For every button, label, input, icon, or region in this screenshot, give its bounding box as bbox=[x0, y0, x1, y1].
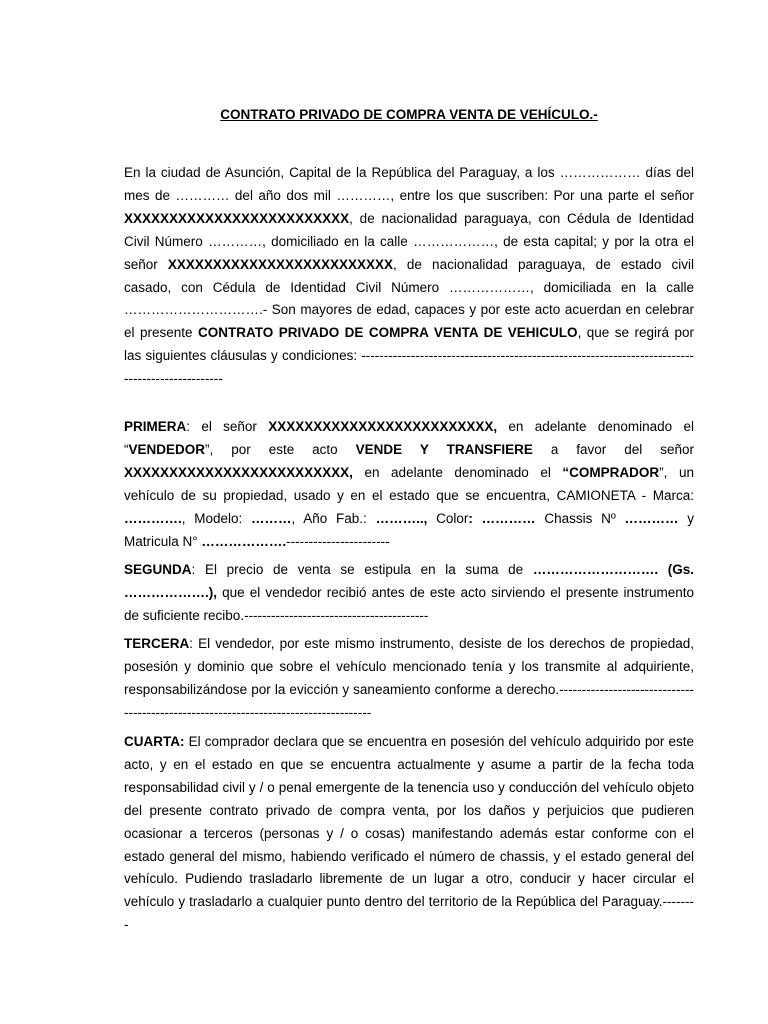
modelo-blank: ……… bbox=[251, 510, 292, 526]
primera-text-1: : el señor bbox=[186, 419, 269, 434]
color-blank: : ………… bbox=[468, 510, 536, 526]
seller-name: XXXXXXXXXXXXXXXXXXXXXXXXX bbox=[124, 210, 350, 226]
intro-text-1: En la ciudad de Asunción, Capital de la República del Paraguay, a los ……………… días del mes de ………… del año dos mil …………, entre los que suscriben: Por una parte el señor bbox=[124, 165, 694, 203]
primera-text-6: ”, un vehículo de su propiedad, usado y en el estado que se encuentra, CAMIONETA - Marca: bbox=[124, 464, 694, 503]
primera-text-12: ----------------------- bbox=[286, 533, 390, 549]
price-blank: ………………………. (Gs. ……………….), bbox=[124, 562, 694, 600]
clause-label-tercera: TERCERA bbox=[124, 636, 190, 651]
intro-text-3: , de nacionalidad paraguaya, de estado civil casado, con Cédula de Identidad Civil Número ………………, domiciliada en la calle ………………………….- Son mayores de edad, capaces y por este acto acuerdan en celebrar el presente bbox=[124, 256, 694, 341]
buyer-name: XXXXXXXXXXXXXXXXXXXXXXXXX bbox=[167, 256, 394, 272]
primera-text-8: , Año Fab.: bbox=[291, 510, 376, 526]
primera-text-7: , Modelo: bbox=[181, 510, 252, 526]
primera-buyer-name: XXXXXXXXXXXXXXXXXXXXXXXXX, bbox=[124, 464, 353, 480]
vende-term: VENDE Y TRANSFIERE bbox=[355, 441, 533, 457]
document-title: CONTRATO PRIVADO DE COMPRA VENTA DE VEHÍCULO.- bbox=[220, 107, 598, 122]
clause-primera bbox=[124, 416, 694, 553]
marca-blank: …………. bbox=[124, 510, 182, 526]
clause-label-segunda: SEGUNDA bbox=[124, 562, 192, 577]
primera-text-11: y Matricula N° bbox=[124, 510, 695, 549]
primera-text-3: ”, por este acto bbox=[205, 441, 356, 457]
clause-tercera bbox=[124, 633, 694, 725]
primera-text-4: a favor del señor bbox=[532, 441, 694, 457]
intro-text-4: , que se regirá por las siguientes cláusulas y condiciones: ------------------------------------------------------------------------------------------------ bbox=[124, 325, 694, 387]
contract-name: CONTRATO PRIVADO DE COMPRA VENTA DE VEHICULO bbox=[197, 325, 578, 341]
anio-blank: ……….., bbox=[375, 510, 428, 526]
vendedor-term: VENDEDOR bbox=[128, 441, 206, 457]
intro-paragraph bbox=[124, 162, 694, 391]
primera-text-2: en adelante denominado el “ bbox=[124, 419, 694, 457]
intro-text-2: , de nacionalidad paraguaya, con Cédula de Identidad Civil Número …………, domiciliado en la calle ………………, de esta capital; y por la otra el señor bbox=[124, 210, 694, 272]
comprador-term: “COMPRADOR bbox=[562, 464, 660, 480]
matricula-blank: ………………. bbox=[201, 533, 287, 549]
clause-label-cuarta: CUARTA: bbox=[124, 734, 185, 749]
clause-label-primera: PRIMERA bbox=[124, 419, 187, 434]
clause-cuarta bbox=[124, 731, 694, 937]
segunda-text-2: que el vendedor recibió antes de este acto sirviendo el presente instrumento de suficiente recibo.----------------------------------------- bbox=[124, 584, 694, 623]
primera-text-5: en adelante denominado el bbox=[352, 464, 563, 480]
primera-text-10: Chassis Nº bbox=[535, 510, 625, 526]
clause-segunda bbox=[124, 559, 694, 628]
segunda-text-1: : El precio de venta se estipula en la suma de bbox=[191, 562, 533, 577]
cuarta-text-1: El comprador declara que se encuentra en posesión del vehículo adquirido por este acto, y en el estado en que se encuentra actualmente y asume a partir de la fecha toda responsabilidad civil y / o penal emergente de la tenencia uso y conducción del vehículo objeto del presente contrato privado de compra venta, por los daños y perjuicios que pudieren ocasionar a terceros (personas y / o cosas) manifestando además estar conforme con el estado general del mismo, habiendo verificado el número de chassis, y el estado general del vehículo. Pudiendo trasladarlo libremente de un lugar a otro, conducir y hacer circular el vehículo y trasladarlo a cualquier punto dentro del territorio de la República del Paraguay.-------- bbox=[124, 734, 694, 933]
primera-seller-name: XXXXXXXXXXXXXXXXXXXXXXXXX, bbox=[268, 419, 498, 434]
primera-text-9: Color bbox=[427, 510, 469, 526]
tercera-text-1: : El vendedor, por este mismo instrumento, desiste de los derechos de propiedad, posesión y dominio que sobre el vehículo mencionado tenía y los transmite al adquiriente, responsabilizándose por la evicción y saneamiento conforme a derecho.------------------------------------------------------------------------------------- bbox=[124, 636, 694, 720]
chassis-blank: ………… bbox=[624, 510, 679, 526]
